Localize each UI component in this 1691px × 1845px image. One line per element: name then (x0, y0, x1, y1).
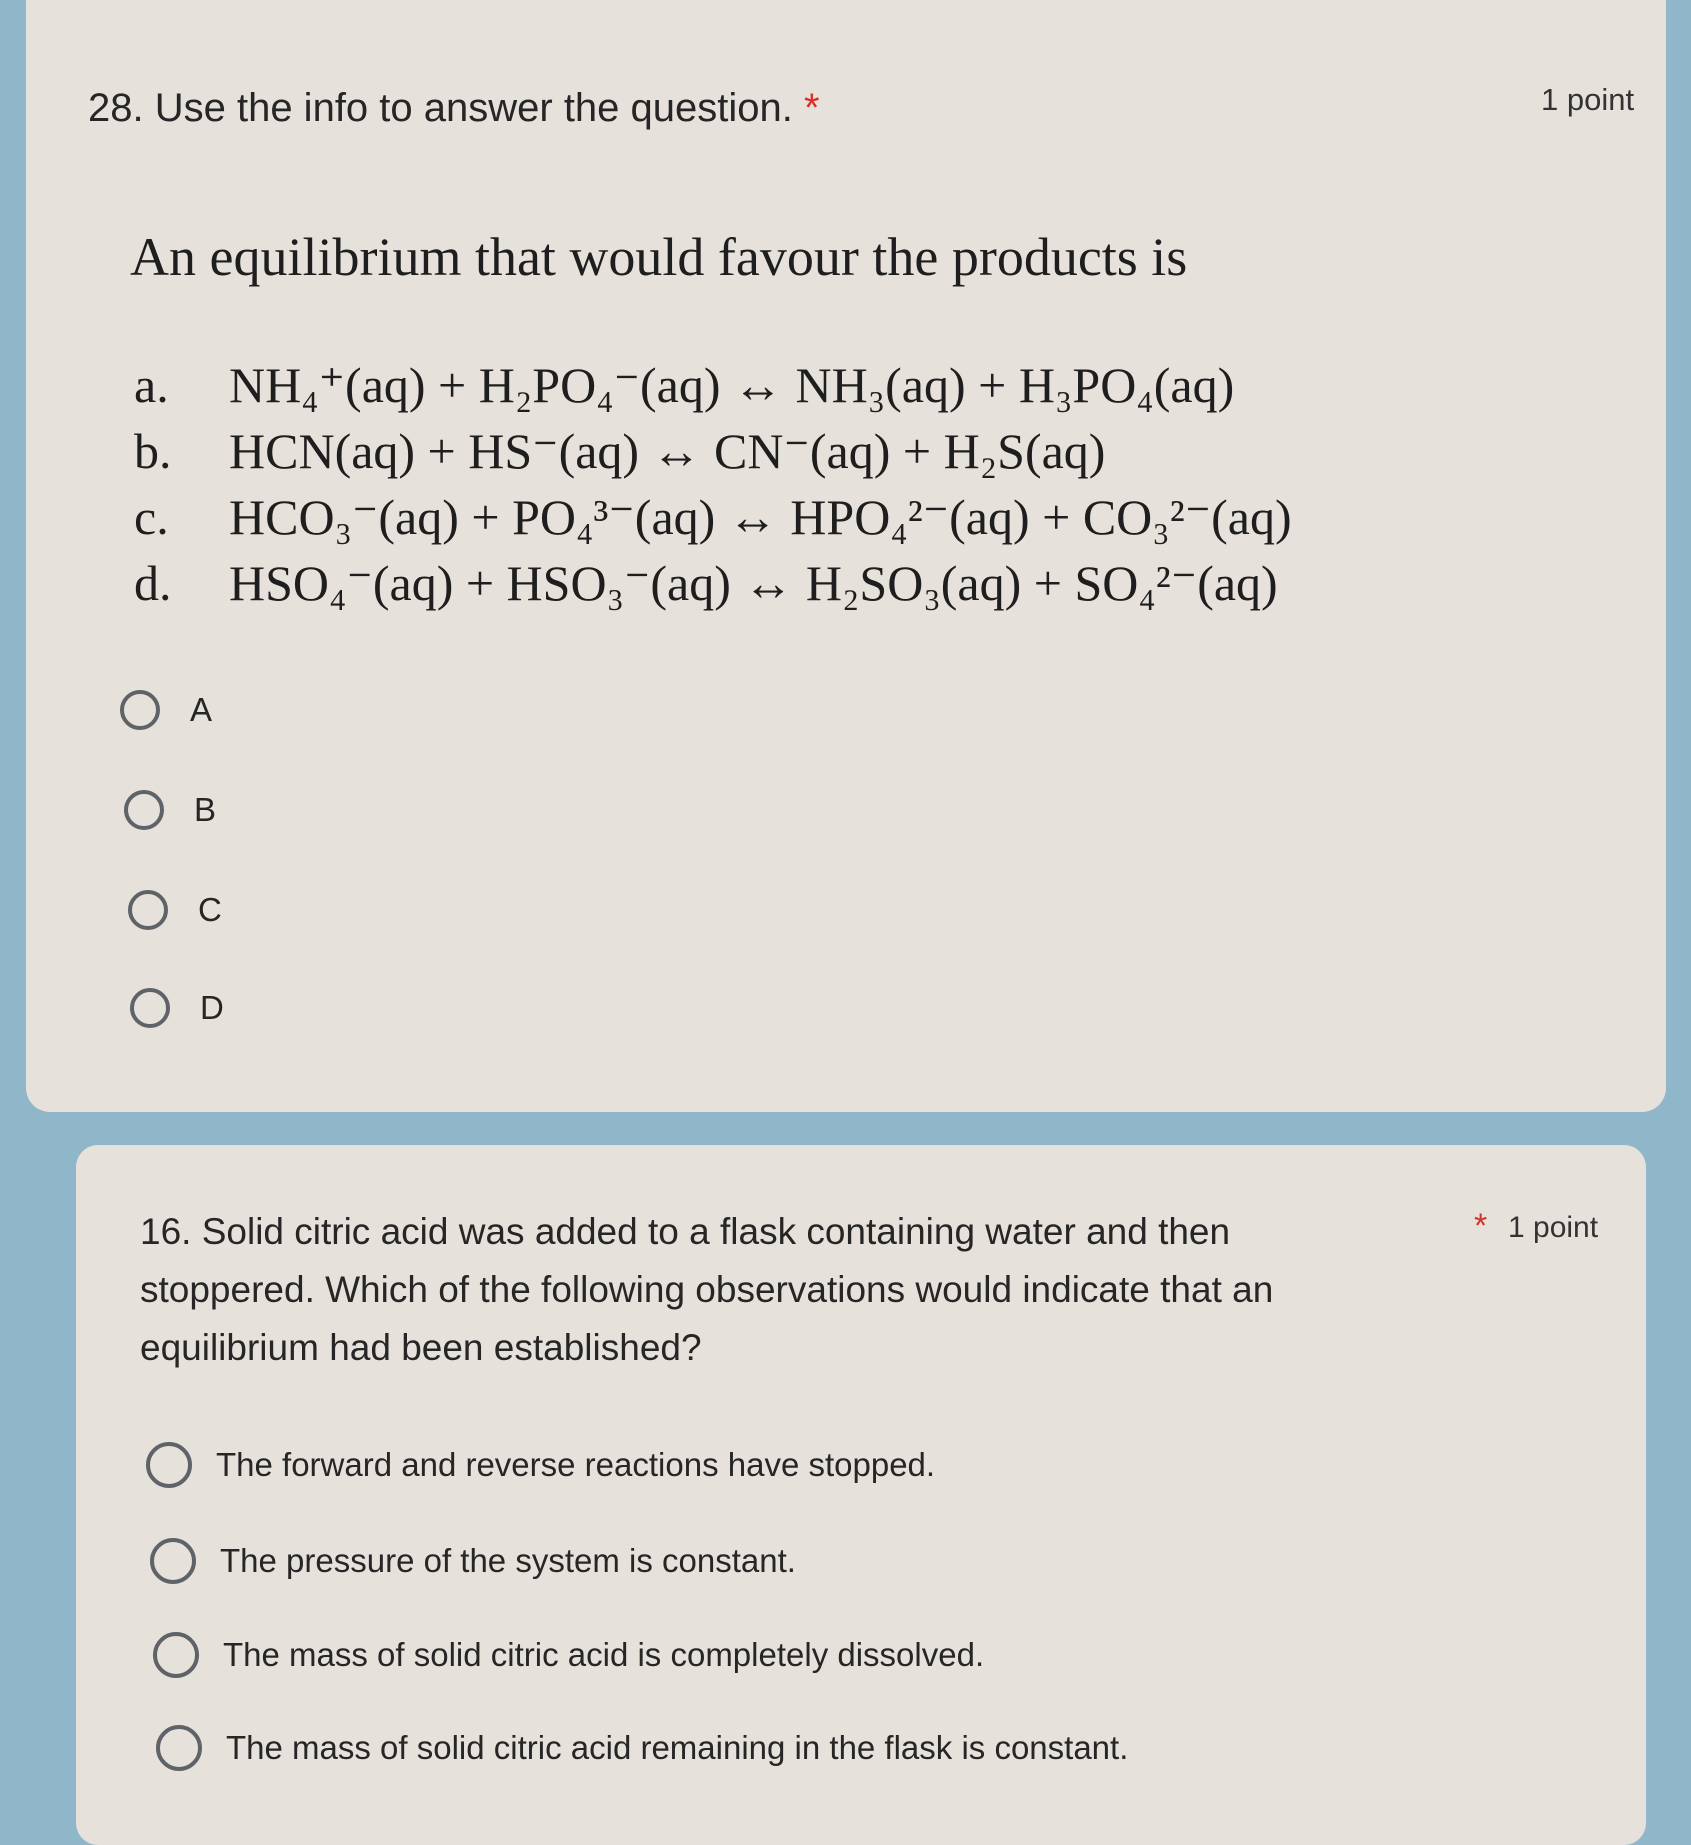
radio-button[interactable] (130, 988, 170, 1028)
question-28-card (26, 0, 1666, 1112)
radio-button[interactable] (153, 1632, 199, 1678)
option-label: B (194, 791, 217, 828)
question-28-title (88, 84, 820, 132)
option-completely-dissolved[interactable] (153, 1632, 984, 1678)
question-28-stem: An equilibrium that would favour the products is (130, 227, 1188, 287)
radio-button[interactable] (146, 1442, 192, 1488)
option-d[interactable] (130, 988, 224, 1028)
question-16-title: 16. Solid citric acid was added to a flask containing water and then stoppered. Which of the following observations would indicate that an equilibrium had been established? (140, 1211, 1274, 1368)
radio-button[interactable] (124, 790, 164, 830)
radio-button[interactable] (150, 1538, 196, 1584)
option-label: The forward and reverse reactions have stopped. (216, 1446, 936, 1483)
option-b[interactable] (124, 790, 216, 830)
radio-button[interactable] (156, 1725, 202, 1771)
equation-letter: b. (134, 423, 172, 479)
equation-text: HCN(aq) + HS⁻(aq) ↔ CN⁻(aq) + H₂S(aq) (229, 423, 1106, 479)
question-16-card (76, 1145, 1646, 1845)
option-pressure-constant[interactable] (150, 1538, 796, 1584)
equation-text: HCO₃⁻(aq) + PO₄³⁻(aq) ↔ HPO₄²⁻(aq) + CO₃²⁻(aq) (229, 489, 1292, 545)
equation-row-d (134, 554, 1292, 620)
equation-row-c (134, 488, 1292, 554)
question-16-points: 1 point (1508, 1211, 1599, 1244)
equation-text: HSO₄⁻(aq) + HSO₃⁻(aq) ↔ H₂SO₃(aq) + SO₄²⁻(aq) (229, 555, 1278, 611)
option-c[interactable] (128, 890, 222, 930)
equation-letter: a. (134, 357, 169, 413)
question-28-title-text: 28. Use the info to answer the question. (88, 86, 793, 130)
option-a[interactable] (120, 690, 212, 730)
radio-button[interactable] (120, 690, 160, 730)
equation-letter: d. (134, 555, 172, 611)
option-label: A (190, 691, 213, 728)
option-mass-remaining-constant[interactable] (156, 1725, 1128, 1771)
question-28-points: 1 point (1541, 82, 1635, 117)
equation-text: NH₄⁺(aq) + H₂PO₄⁻(aq) ↔ NH₃(aq) + H₃PO₄(aq) (229, 357, 1235, 413)
equation-row-a (134, 356, 1292, 422)
required-asterisk: * (1474, 1207, 1488, 1245)
option-label: The pressure of the system is constant. (220, 1542, 796, 1579)
option-forward-reverse-stopped[interactable] (146, 1442, 935, 1488)
radio-button[interactable] (128, 890, 168, 930)
option-label: D (200, 989, 224, 1026)
equation-list (134, 356, 1292, 620)
option-label: The mass of solid citric acid is completely dissolved. (223, 1636, 985, 1673)
equation-row-b (134, 422, 1292, 488)
option-label: The mass of solid citric acid remaining in the flask is constant. (226, 1729, 1129, 1766)
required-asterisk: * (804, 86, 820, 130)
equation-letter: c. (134, 489, 169, 545)
option-label: C (198, 891, 222, 928)
